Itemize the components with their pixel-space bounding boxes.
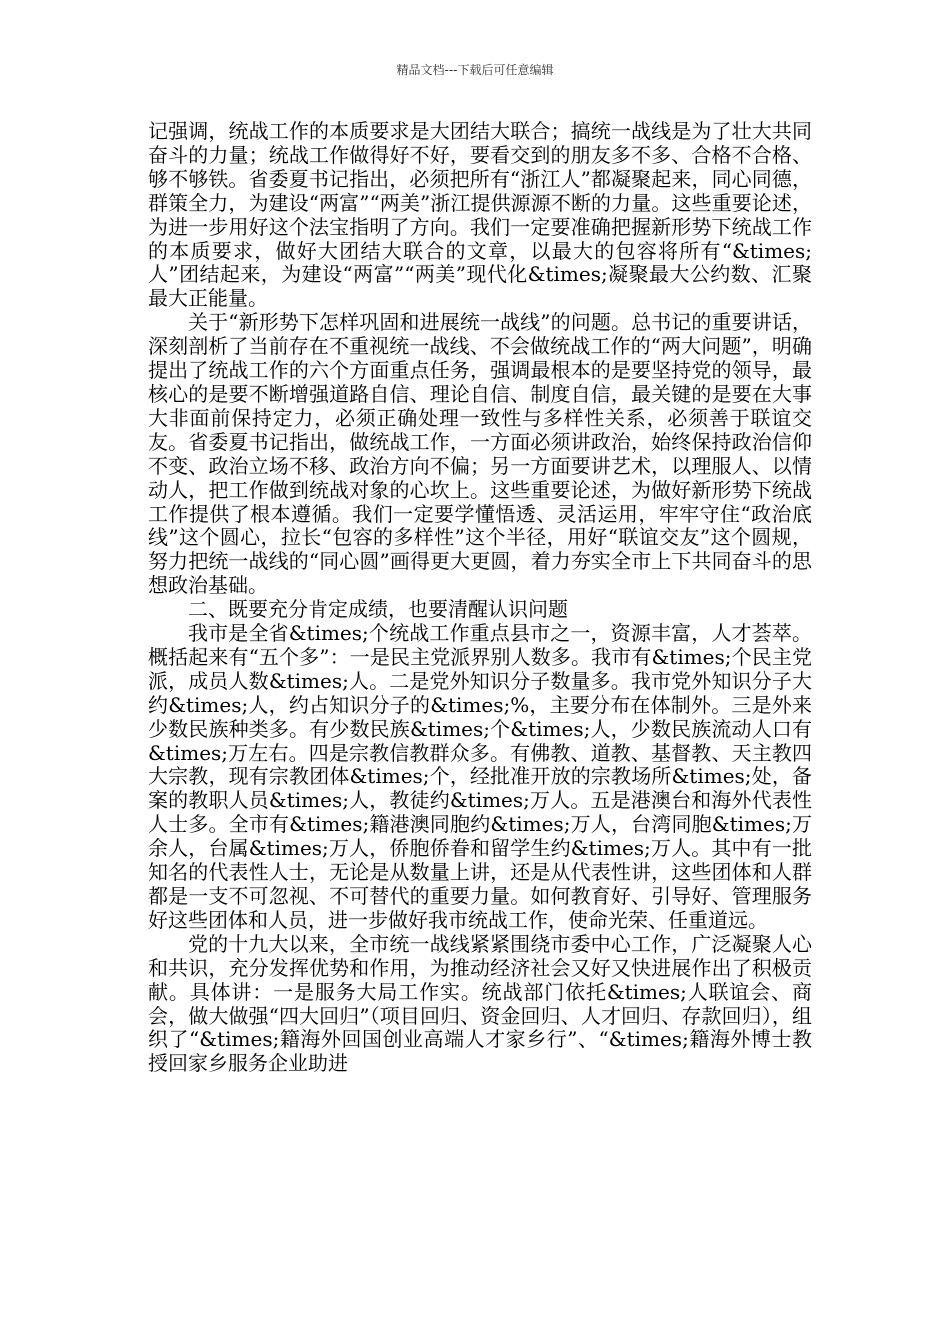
- paragraph: 党的十九大以来，全市统一战线紧紧围绕市委中心工作，广泛凝聚人心和共识，充分发挥优势和作用，为推动经济社会又好又快进展作出了积极贡献。具体讲：一是服务大局工作实。统战部门依托&times;人联谊会、商会，做大做强“四大回归”（项目回归、资金回归、人才回归、存款回归），组织了“&times;籍海外回国创业高端人才家乡行”、“&times;籍海外博士教授回家乡服务企业助进: [148, 931, 812, 1076]
- paragraph: 记强调，统战工作的本质要求是大团结大联合；搞统一战线是为了壮大共同奋斗的力量；统战工作做得好不好，要看交到的朋友多不多、合格不合格、够不够铁。省委夏书记指出，必须把所有“浙江人”都凝聚起来，同心同德，群策全力，为建设“两富”“两美”浙江提供源源不断的力量。这些重要论述，为进一步用好这个法宝指明了方向。我们一定要准确把握新形势下统战工作的本质要求，做好大团结大联合的文章，以最大的包容将所有“&times;人”团结起来，为建设“两富”“两美”现代化&times;凝聚最大公约数、汇聚最大正能量。: [148, 119, 812, 311]
- section-heading: 二、既要充分肯定成绩，也要清醒认识问题: [188, 597, 568, 622]
- paragraph: 我市是全省&times;个统战工作重点县市之一，资源丰富，人才荟萃。概括起来有“五个多”：一是民主党派界别人数多。我市有&times;个民主党派，成员人数&times;人。二是党外知识分子数量多。我市党外知识分子大约&times;人，约占知识分子的&times;%，主要分布在体制外。三是外来少数民族种类多。有少数民族&times;个&times;人，少数民族流动人口有&times;万左右。四是宗教信教群众多。有佛教、道教、基督教、天主教四大宗教，现有宗教团体&times;个，经批准开放的宗教场所&times;处，备案的教职人员&times;人，教徒约&times;万人。五是港澳台和海外代表性人士多。全市有&times;籍港澳同胞约&times;万人，台湾同胞&times;万余人，台属&times;万人，侨胞侨眷和留学生约&times;万人。其中有一批知名的代表性人士，无论是从数量上讲，还是从代表性讲，这些团体和人群都是一支不可忽视、不可替代的重要力量。如何教育好、引导好、管理服务好这些团体和人员，进一步做好我市统战工作，使命光荣、任重道远。: [148, 621, 812, 932]
- paragraph: 关于“新形势下怎样巩固和进展统一战线”的问题。总书记的重要讲话，深刻剖析了当前存在不重视统一战线、不会做统战工作的“两大问题”，明确提出了统战工作的六个方面重点任务，强调最根本的是要坚持党的领导，最核心的是要不断增强道路自信、理论自信、制度自信，最关键的是要在大事大非面前保持定力，必须正确处理一致性与多样性关系，必须善于联谊交友。省委夏书记指出，做统战工作，一方面必须讲政治，始终保持政治信仰不变、政治立场不移、政治方向不偏；另一方面要讲艺术，以理服人、以情动人，把工作做到统战对象的心坎上。这些重要论述，为做好新形势下统战工作提供了根本遵循。我们一定要学懂悟透、灵活运用，牢牢守住“政治底线”这个圆心，拉长“包容的多样性”这个半径，用好“联谊交友”这个圆规，努力把统一战线的“同心圆”画得更大更圆，着力夯实全市上下共同奋斗的思想政治基础。: [148, 310, 812, 598]
- document-body: [148, 120, 812, 1076]
- page-header: 精品文档---下载后可任意编辑: [396, 63, 554, 77]
